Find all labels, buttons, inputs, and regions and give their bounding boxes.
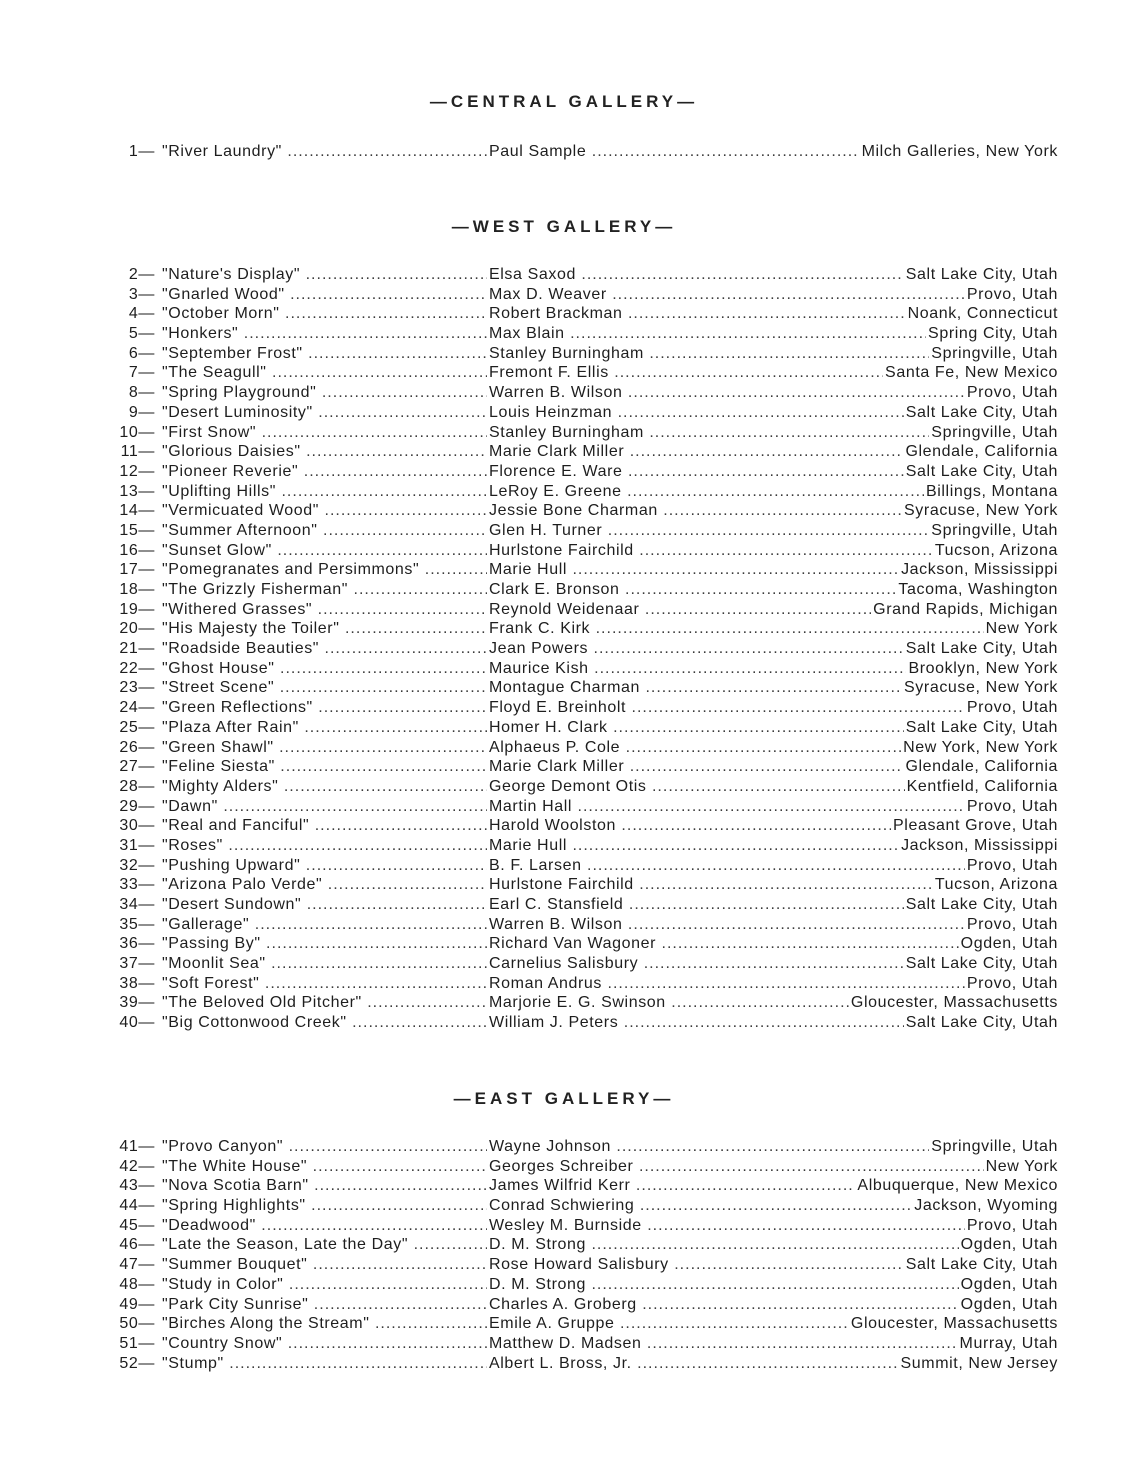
entry-number: 41— [119,1138,155,1155]
artist-location: Summit, New Jersey [900,1354,1058,1372]
artist-location: Tucson, Arizona [934,876,1058,894]
artist-name: D. M. Strong ..... [489,1235,1058,1255]
artwork-title: "Withered Grasses" ..... [162,600,487,620]
entry-number: 5— [128,325,155,343]
catalog-entry [0,816,1128,836]
gallery-heading: —WEST GALLERY— [451,217,677,236]
artist-name: Max Blain ..... [489,324,1058,344]
artist-location: Jackson, Wyoming [914,1197,1058,1215]
entry-number: 25— [119,718,155,736]
artwork-title: "Mighty Alders" ..... [162,777,487,797]
entry-number: 6— [128,344,155,362]
catalog-entry [0,403,1128,423]
artist-location: Salt Lake City, Utah [905,718,1058,736]
artwork-title: "Birches Along the Stream" ..... [162,1314,487,1334]
entry-number: 19— [119,600,155,618]
entry-number: 4— [128,305,155,323]
artwork-title: "Honkers" ..... [162,324,487,344]
artwork-title: "Pushing Upward" ..... [162,856,487,876]
gallery-entry-list [0,1137,1128,1373]
artist-location: Provo, Utah [966,1216,1058,1234]
catalog-entry [0,993,1128,1013]
artist-location: Syracuse, New York [904,502,1058,520]
catalog-entry [0,1235,1128,1255]
entry-number: 12— [119,462,155,480]
catalog-entry [0,501,1128,521]
entry-number: 22— [119,659,155,677]
entry-number: 43— [119,1177,155,1195]
entry-number: 49— [119,1295,155,1313]
catalog-entry [0,541,1128,561]
catalog-entry [0,521,1128,541]
artist-location: Salt Lake City, Utah [905,403,1058,421]
artist-name: Fremont F. Ellis ..... [489,363,1058,383]
catalog-entry [0,1275,1128,1295]
artwork-title: "Study in Color" ..... [162,1275,487,1295]
artist-location: Kentfield, California [906,777,1058,795]
entry-number: 17— [119,561,155,579]
artwork-title: "Roadside Beauties" ..... [162,639,487,659]
artist-name: Marjorie E. G. Swinson ..... [489,993,1058,1013]
artwork-title: "First Snow" ..... [162,423,487,443]
artwork-title: "Summer Afternoon" ..... [162,521,487,541]
artwork-title: "Nova Scotia Barn" ..... [162,1176,487,1196]
artwork-title: "Moonlit Sea" ..... [162,954,487,974]
artist-location: Ogden, Utah [960,935,1058,953]
catalog-entry [0,915,1128,935]
artist-name: Hurlstone Fairchild ..... [489,541,1058,561]
entry-number: 8— [128,384,155,402]
artwork-title: "Ghost House" ..... [162,659,487,679]
entry-number: 7— [128,364,155,382]
artist-name: Roman Andrus ..... [489,974,1058,994]
artist-name: William J. Peters ..... [489,1013,1058,1033]
catalog-entry [0,718,1128,738]
entry-number: 13— [119,482,155,500]
entry-number: 21— [119,640,155,658]
catalog-entry [0,974,1128,994]
artwork-title: "Spring Highlights" ..... [162,1196,487,1216]
catalog-entry [0,285,1128,305]
artist-name: Jean Powers ..... [489,639,1058,659]
artist-name: Warren B. Wilson ..... [489,383,1058,403]
catalog-entry [0,895,1128,915]
entry-number: 29— [119,797,155,815]
artist-location: Springville, Utah [931,1138,1058,1155]
artist-name: George Demont Otis ..... [489,777,1058,797]
catalog-entry [0,1013,1128,1033]
artist-location: Springville, Utah [931,344,1058,362]
artist-location: Salt Lake City, Utah [905,1014,1058,1032]
catalog-entry [0,142,1128,162]
artwork-title: "Roses" ..... [162,836,487,856]
artist-location: New York [985,620,1058,638]
artist-name: Montague Charman ..... [489,678,1058,698]
east-gallery-section [0,1087,1128,1372]
entry-number: 44— [119,1197,155,1215]
artist-name: Earl C. Stansfield ..... [489,895,1058,915]
artist-name: Wesley M. Burnside ..... [489,1216,1058,1236]
entry-number: 26— [119,738,155,756]
gallery-entry-list [0,265,1128,1033]
catalog-entry [0,875,1128,895]
artwork-title: "Summer Bouquet" ..... [162,1255,487,1275]
artist-location: Salt Lake City, Utah [905,896,1058,913]
artwork-title: "The Beloved Old Pitcher" ..... [162,993,487,1013]
artist-location: Salt Lake City, Utah [905,266,1058,283]
catalog-entry [0,462,1128,482]
catalog-entry [0,659,1128,679]
catalog-entry [0,324,1128,344]
entry-number: 37— [119,955,155,973]
artist-name: Robert Brackman ..... [489,304,1058,324]
entry-number: 51— [119,1334,155,1352]
entry-number: 14— [119,502,155,520]
catalog-entry [0,560,1128,580]
entry-number: 47— [119,1256,155,1274]
gallery-heading: —EAST GALLERY— [453,1089,675,1108]
artist-name: D. M. Strong ..... [489,1275,1058,1295]
entry-number: 33— [119,876,155,894]
catalog-entry [0,1255,1128,1275]
west-gallery-section [0,215,1128,1032]
gallery-entry-list [0,142,1128,162]
artist-location: Salt Lake City, Utah [905,1256,1058,1274]
artist-name: Matthew D. Madsen ..... [489,1334,1058,1354]
artist-name: Stanley Burningham ..... [489,344,1058,364]
entry-number: 42— [119,1157,155,1175]
artist-name: B. F. Larsen ..... [489,856,1058,876]
entry-number: 36— [119,935,155,953]
artist-name: Alphaeus P. Cole ..... [489,738,1058,758]
artist-name: Glen H. Turner ..... [489,521,1058,541]
central-gallery-section [0,90,1128,160]
artist-name: Reynold Weidenaar ..... [489,600,1058,620]
artist-location: New York [985,1157,1058,1175]
entry-number: 39— [119,994,155,1012]
catalog-entry [0,836,1128,856]
entry-number: 48— [119,1275,155,1293]
catalog-entry [0,619,1128,639]
artwork-title: "Desert Luminosity" ..... [162,403,487,423]
catalog-entry [0,797,1128,817]
entry-number: 32— [119,856,155,874]
artist-name: Emile A. Gruppe ..... [489,1314,1058,1334]
artwork-title: "Deadwood" ..... [162,1216,487,1236]
catalog-entry [0,777,1128,797]
artist-location: Murray, Utah [959,1334,1058,1352]
artist-location: Provo, Utah [966,699,1058,717]
artist-location: Santa Fe, New Mexico [885,364,1058,382]
artist-location: Grand Rapids, Michigan [873,600,1058,618]
entry-number: 15— [119,521,155,539]
entry-number: 2— [128,266,155,283]
artist-name: Clark E. Bronson ..... [489,580,1058,600]
artist-location: Albuquerque, New Mexico [857,1177,1058,1195]
entry-number: 28— [119,777,155,795]
artist-name: Georges Schreiber ..... [489,1157,1058,1177]
artist-name: James Wilfrid Kerr ..... [489,1176,1058,1196]
artist-name: Marie Hull ..... [489,836,1058,856]
entry-number: 3— [128,285,155,303]
catalog-entry [0,1354,1128,1374]
artwork-title: "Park City Sunrise" ..... [162,1295,487,1315]
artist-name: Jessie Bone Charman ..... [489,501,1058,521]
artist-name: Richard Van Wagoner ..... [489,934,1058,954]
artist-name: Maurice Kish ..... [489,659,1058,679]
artwork-title: "Pioneer Reverie" ..... [162,462,487,482]
catalog-entry [0,304,1128,324]
catalog-entry [0,1196,1128,1216]
catalog-entry [0,1334,1128,1354]
catalog-entry [0,482,1128,502]
artwork-title: "Big Cottonwood Creek" ..... [162,1013,487,1033]
artist-location: Glendale, California [905,758,1058,776]
entry-number: 9— [128,403,155,421]
entry-number: 24— [119,699,155,717]
artist-location: Ogden, Utah [960,1236,1058,1254]
entry-number: 18— [119,581,155,598]
catalog-entry [0,1216,1128,1236]
artwork-title: "Glorious Daisies" ..... [162,442,487,462]
artwork-title: "Desert Sundown" ..... [162,895,487,915]
artist-name: Frank C. Kirk ..... [489,619,1058,639]
artist-location: Provo, Utah [966,974,1058,992]
catalog-entry [0,265,1128,285]
catalog-entry [0,757,1128,777]
artwork-title: "Gallerage" ..... [162,915,487,935]
artwork-title: "River Laundry" ..... [162,142,487,162]
artwork-title: "His Majesty the Toiler" ..... [162,619,487,639]
artist-name: Conrad Schwiering ..... [489,1196,1058,1216]
artist-location: Provo, Utah [966,856,1058,874]
entry-number: 20— [119,620,155,638]
artist-name: Paul Sample ..... [489,142,1058,162]
catalog-entry [0,600,1128,620]
artwork-title: "Real and Fanciful" ..... [162,816,487,836]
artist-location: Ogden, Utah [960,1275,1058,1293]
artist-name: Marie Clark Miller ..... [489,442,1058,462]
artist-name: Louis Heinzman ..... [489,403,1058,423]
artwork-title: "Dawn" ..... [162,797,487,817]
artist-location: Jackson, Mississippi [901,561,1058,579]
artwork-title: "Provo Canyon" ..... [162,1137,487,1157]
artwork-title: "Street Scene" ..... [162,678,487,698]
artwork-title: "Passing By" ..... [162,934,487,954]
artist-location: Provo, Utah [966,797,1058,815]
artwork-title: "Green Shawl" ..... [162,738,487,758]
artist-location: Milch Galleries, New York [861,143,1058,160]
catalog-entry [0,1295,1128,1315]
entry-number: 35— [119,915,155,933]
artist-name: Homer H. Clark ..... [489,718,1058,738]
artwork-title: "October Morn" ..... [162,304,487,324]
artist-location: Billings, Montana [925,482,1058,500]
entry-number: 52— [119,1354,155,1372]
artist-location: Provo, Utah [966,384,1058,402]
artist-name: Warren B. Wilson ..... [489,915,1058,935]
artist-name: Hurlstone Fairchild ..... [489,875,1058,895]
entry-number: 23— [119,679,155,697]
artwork-title: "Nature's Display" ..... [162,265,487,285]
artwork-title: "Green Reflections" ..... [162,698,487,718]
artist-name: Albert L. Bross, Jr. ..... [489,1354,1058,1374]
catalog-entry [0,738,1128,758]
catalog-entry [0,698,1128,718]
artist-location: Glendale, California [905,443,1058,461]
artist-name: Wayne Johnson ..... [489,1137,1058,1157]
artist-location: Jackson, Mississippi [901,836,1058,854]
artist-name: Rose Howard Salisbury ..... [489,1255,1058,1275]
entry-number: 16— [119,541,155,559]
entry-number: 11— [120,443,155,461]
artwork-title: "The Grizzly Fisherman" ..... [162,580,487,600]
catalog-entry [0,363,1128,383]
artwork-title: "Soft Forest" ..... [162,974,487,994]
artwork-title: "Uplifting Hills" ..... [162,482,487,502]
artist-location: Tucson, Arizona [934,541,1058,559]
artist-name: Carnelius Salisbury ..... [489,954,1058,974]
catalog-entry [0,1314,1128,1334]
artist-name: Marie Clark Miller ..... [489,757,1058,777]
artist-location: Ogden, Utah [960,1295,1058,1313]
artist-location: Brooklyn, New York [908,659,1058,677]
catalog-entry [0,1137,1128,1157]
artist-name: Harold Woolston ..... [489,816,1058,836]
entry-number: 27— [119,758,155,776]
artist-location: Noank, Connecticut [907,305,1058,323]
artist-location: Tacoma, Washington [898,581,1058,598]
artwork-title: "The White House" ..... [162,1157,487,1177]
artist-name: Elsa Saxod ..... [489,265,1058,285]
artist-location: Springville, Utah [931,423,1058,441]
artist-name: LeRoy E. Greene ..... [489,482,1058,502]
artist-name: Florence E. Ware ..... [489,462,1058,482]
artist-location: Syracuse, New York [904,679,1058,697]
artwork-title: "Plaza After Rain" ..... [162,718,487,738]
entry-number: 45— [119,1216,155,1234]
artist-location: Pleasant Grove, Utah [893,817,1058,835]
entry-number: 46— [119,1236,155,1254]
artist-location: New York, New York [903,738,1058,756]
artwork-title: "Pomegranates and Persimmons" ..... [162,560,487,580]
catalog-entry [0,954,1128,974]
artist-location: Provo, Utah [966,915,1058,933]
entry-number: 31— [119,836,155,854]
artist-name: Stanley Burningham ..... [489,423,1058,443]
artist-name: Martin Hall ..... [489,797,1058,817]
catalog-entry [0,580,1128,600]
artwork-title: "Sunset Glow" ..... [162,541,487,561]
catalog-entry [0,383,1128,403]
entry-number: 50— [119,1315,155,1333]
artwork-title: "Feline Siesta" ..... [162,757,487,777]
artwork-title: "Late the Season, Late the Day" ..... [162,1235,487,1255]
artist-name: Marie Hull ..... [489,560,1058,580]
artwork-title: "Stump" ..... [162,1354,487,1374]
entry-number: 30— [119,817,155,835]
artist-location: Provo, Utah [966,285,1058,303]
catalog-entry [0,1176,1128,1196]
catalog-entry [0,344,1128,364]
entry-number: 1— [128,143,155,160]
entry-number: 34— [119,896,155,913]
catalog-entry [0,934,1128,954]
artwork-title: "Spring Playground" ..... [162,383,487,403]
artist-location: Gloucester, Massachusetts [850,994,1058,1012]
artwork-title: "Arizona Palo Verde" ..... [162,875,487,895]
catalog-entry [0,678,1128,698]
catalog-entry [0,856,1128,876]
artwork-title: "Vermicuated Wood" ..... [162,501,487,521]
entry-number: 40— [119,1014,155,1032]
artwork-title: "September Frost" ..... [162,344,487,364]
artist-location: Gloucester, Massachusetts [850,1315,1058,1333]
entry-number: 38— [119,974,155,992]
gallery-heading: —CENTRAL GALLERY— [429,92,699,111]
artwork-title: "Country Snow" ..... [162,1334,487,1354]
catalog-entry [0,639,1128,659]
catalog-entry [0,423,1128,443]
artist-name: Max D. Weaver ..... [489,285,1058,305]
artist-location: Salt Lake City, Utah [905,640,1058,658]
artist-location: Salt Lake City, Utah [905,955,1058,973]
artwork-title: "The Seagull" ..... [162,363,487,383]
catalog-entry [0,1157,1128,1177]
entry-number: 10— [119,423,155,441]
artist-location: Springville, Utah [931,521,1058,539]
artwork-title: "Gnarled Wood" ..... [162,285,487,305]
artist-location: Spring City, Utah [928,325,1058,343]
catalog-entry [0,442,1128,462]
artist-name: Floyd E. Breinholt ..... [489,698,1058,718]
artist-location: Salt Lake City, Utah [905,462,1058,480]
artist-name: Charles A. Groberg ..... [489,1295,1058,1315]
